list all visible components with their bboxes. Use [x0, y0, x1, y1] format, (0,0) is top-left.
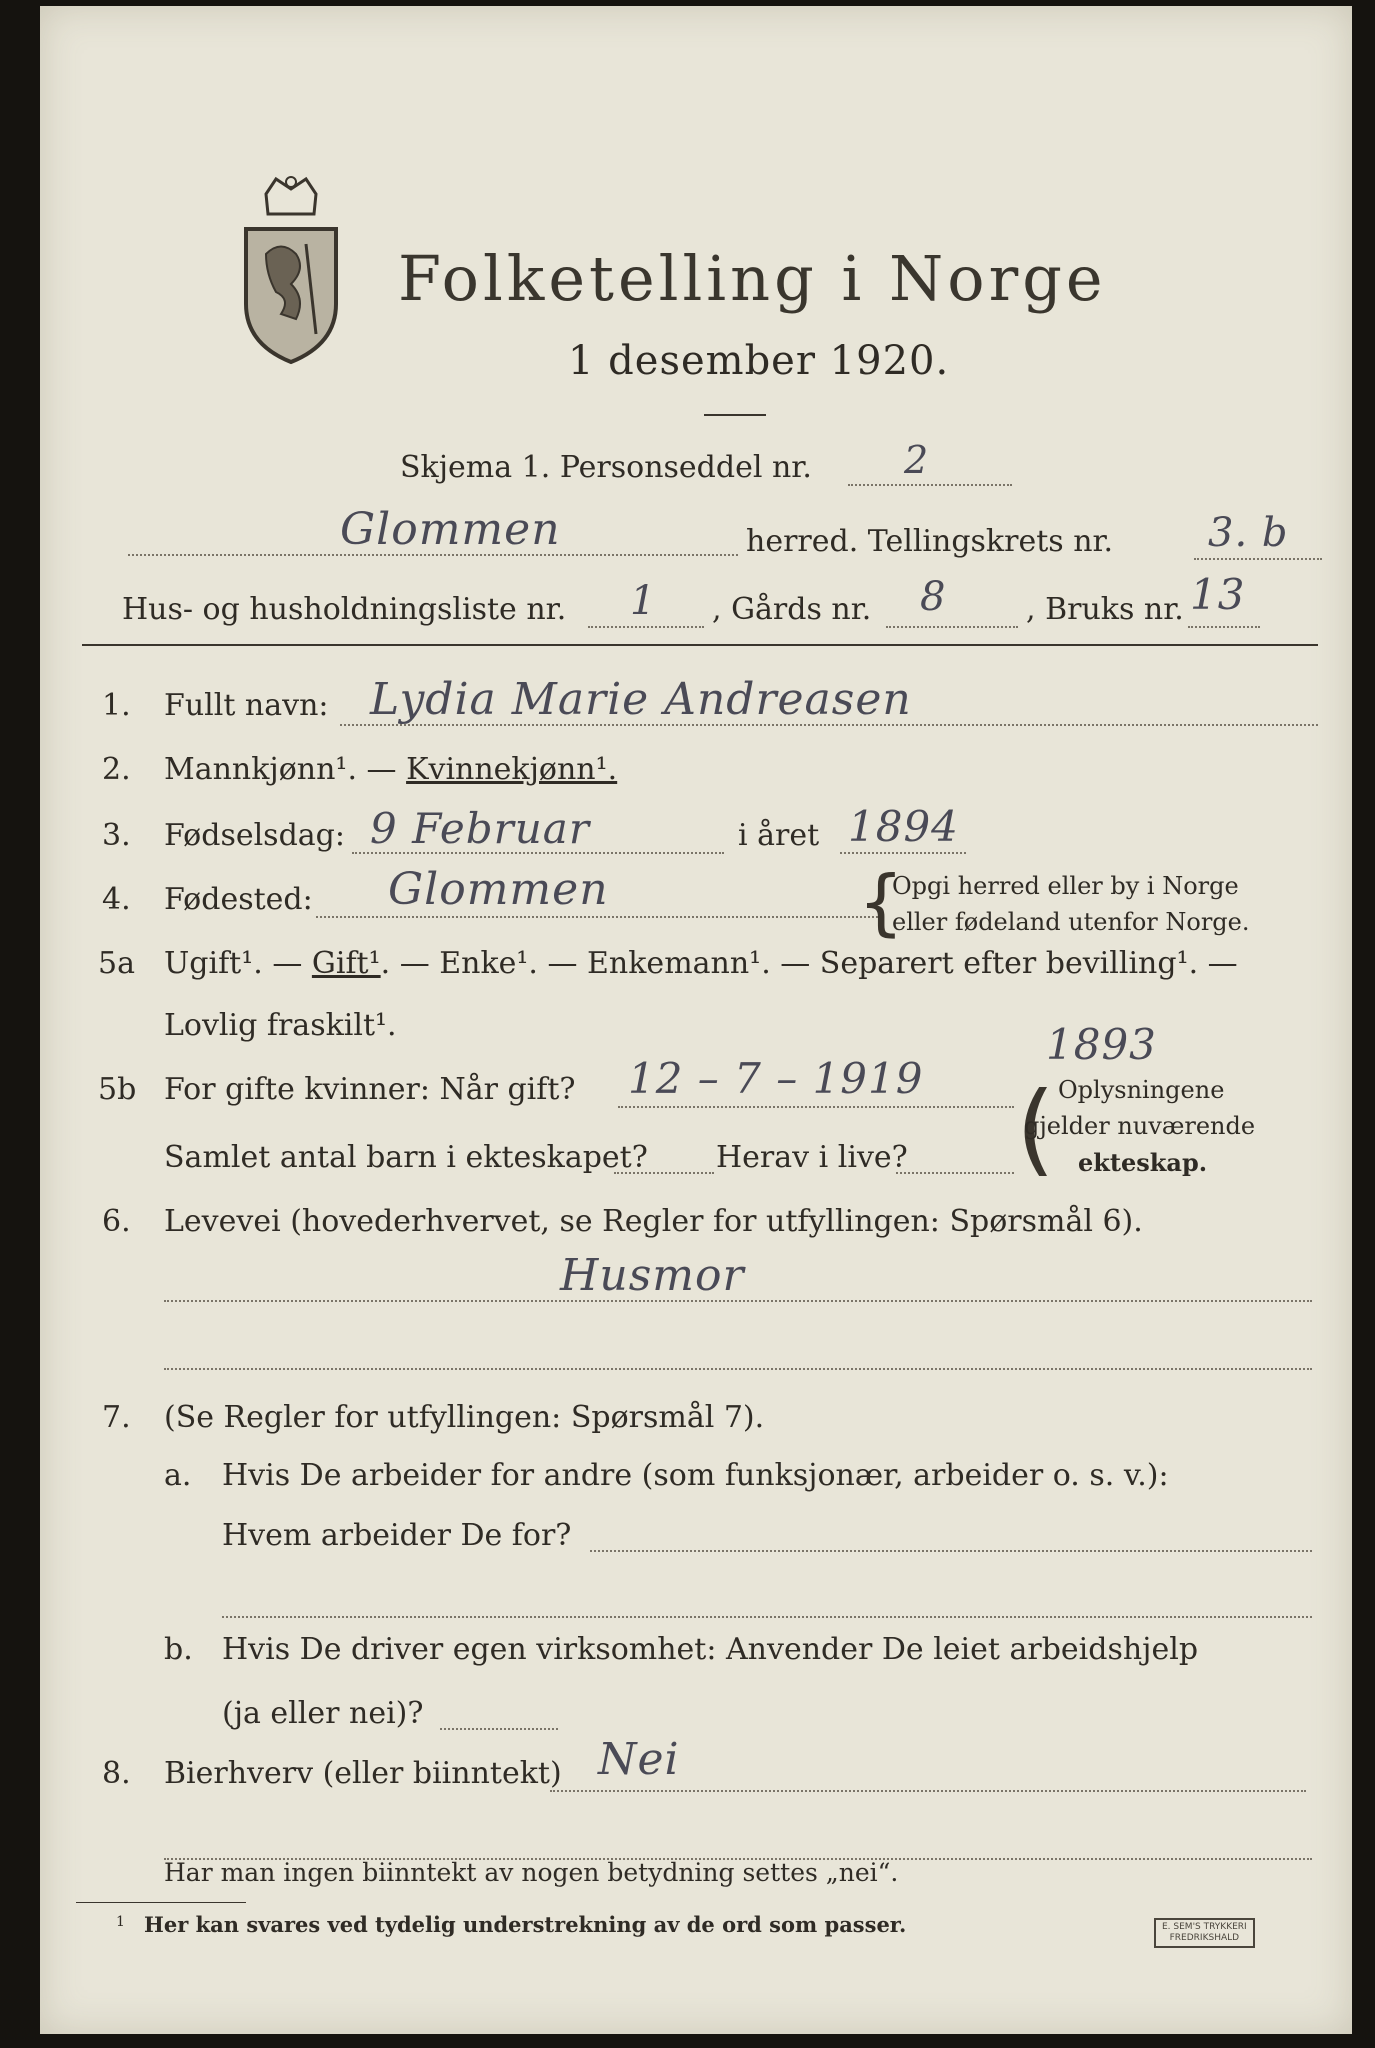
footnote-text: Her kan svares ved tydelig understrekning av de ord som passer.: [144, 1912, 907, 1937]
q7b-question: (ja eller nei)?: [222, 1696, 424, 1731]
tellingskrets-value: 3. b: [1208, 510, 1289, 556]
employer-field[interactable]: [590, 1550, 1312, 1552]
q4-number: 4.: [102, 882, 131, 917]
q5b-note-line2: gjelder nuværende: [1024, 1112, 1256, 1140]
birthday-value: 9 Februar: [370, 804, 590, 853]
gards-label: , Gårds nr.: [712, 592, 872, 627]
form-date: 1 desember 1920.: [568, 338, 950, 384]
q5b-label: For gifte kvinner: Når gift?: [164, 1072, 576, 1107]
footnote-marker: 1: [116, 1914, 125, 1930]
marriage-date-value: 12 – 7 – 1919: [628, 1054, 924, 1103]
nei-instruction: Har man ingen biinntekt av nogen betydning settes „nei“.: [164, 1858, 899, 1887]
hus-value: 1: [630, 578, 657, 624]
q2-number: 2.: [102, 752, 131, 787]
q1-label: Fullt navn:: [164, 688, 329, 723]
side-income-field[interactable]: [550, 1790, 1306, 1792]
q8-label: Bierhverv (eller biinntekt): [164, 1756, 562, 1791]
hired-help-field[interactable]: [440, 1728, 558, 1730]
hus-label: Hus- og husholdningsliste nr.: [122, 592, 567, 627]
title-divider: [704, 414, 766, 416]
birth-year-field[interactable]: [840, 852, 966, 854]
printer-stamp-line1: E. SEM'S TRYKKERI: [1162, 1922, 1247, 1932]
gift-option[interactable]: Gift¹: [311, 946, 381, 981]
alive-label: Herav i live?: [716, 1140, 908, 1175]
skjema-label: Skjema 1. Personseddel nr.: [400, 450, 812, 485]
marriage-date-field[interactable]: [618, 1106, 1014, 1108]
tellingskrets-field[interactable]: [1194, 558, 1322, 560]
marital-options: [164, 946, 1238, 981]
herred-value: Glommen: [340, 504, 561, 555]
bruks-field[interactable]: [1188, 626, 1260, 628]
q5b-note-line1: Oplysningene: [1058, 1076, 1225, 1104]
q4-note-line2: eller fødeland utenfor Norge.: [892, 908, 1250, 936]
children-field[interactable]: [614, 1172, 714, 1174]
year-label: i året: [738, 818, 820, 853]
side-income-value: Nei: [598, 1734, 680, 1785]
q7a-question: Hvem arbeider De for?: [222, 1518, 572, 1553]
other-marital-options[interactable]: . — Enke¹. — Enkemann¹. — Separert efter bevilling¹. —: [380, 946, 1238, 981]
personseddel-value: 2: [904, 438, 930, 482]
occupation-field-2[interactable]: [164, 1368, 1312, 1370]
printer-stamp-line2: FREDRIKSHALD: [1169, 1933, 1240, 1943]
q4-label: Fødested:: [164, 882, 313, 917]
q3-label: Fødselsdag:: [164, 818, 345, 853]
q7-label: (Se Regler for utfyllingen: Spørsmål 7).: [164, 1400, 765, 1435]
mannkjonn-option[interactable]: Mannkjønn¹. —: [164, 752, 407, 787]
q3-number: 3.: [102, 818, 131, 853]
bruks-value: 13: [1190, 570, 1246, 619]
footnote-divider: [76, 1902, 246, 1903]
q8-number: 8.: [102, 1756, 131, 1791]
q6-label: Levevei (hovederhvervet, se Regler for utfyllingen: Spørsmål 6).: [164, 1204, 1143, 1239]
census-form-page: [40, 6, 1352, 2034]
q5a-number: 5a: [98, 946, 135, 981]
occupation-value: Husmor: [560, 1250, 745, 1301]
kvinnekjonn-option[interactable]: Kvinnekjønn¹.: [406, 752, 618, 787]
q6-number: 6.: [102, 1204, 131, 1239]
q5b-brace: (: [1016, 1070, 1056, 1187]
form-title: Folketelling i Norge: [398, 242, 1107, 315]
gards-value: 8: [920, 574, 947, 620]
children-label: Samlet antal barn i ekteskapet?: [164, 1140, 648, 1175]
herred-label: herred. Tellingskrets nr.: [746, 524, 1114, 559]
birthplace-value: Glommen: [388, 864, 609, 915]
q7-number: 7.: [102, 1400, 131, 1435]
q7b-letter: b.: [164, 1632, 193, 1667]
alive-field[interactable]: [896, 1172, 1014, 1174]
q7b-text: Hvis De driver egen virksomhet: Anvender De leiet arbeidshjelp: [222, 1632, 1199, 1667]
hus-field[interactable]: [588, 626, 704, 628]
bruks-label: , Bruks nr.: [1026, 592, 1184, 627]
gards-field[interactable]: [886, 626, 1018, 628]
q5b-note-line3: ekteskap.: [1078, 1148, 1208, 1177]
gender-options: [164, 752, 617, 787]
birthplace-field[interactable]: [316, 916, 882, 918]
fraskilt-option[interactable]: Lovlig fraskilt¹.: [164, 1008, 397, 1043]
personseddel-field[interactable]: [848, 484, 1012, 486]
q4-note-line1: Opgi herred eller by i Norge: [892, 872, 1239, 900]
q7a-text: Hvis De arbeider for andre (som funksjonær, arbeider o. s. v.):: [222, 1458, 1169, 1493]
ugift-option[interactable]: Ugift¹. —: [164, 946, 312, 981]
q7a-letter: a.: [164, 1458, 192, 1493]
printer-stamp: [1154, 1918, 1255, 1948]
header-divider: [82, 644, 1318, 646]
norwegian-coat-of-arms-icon: [236, 174, 346, 369]
birth-year-value: 1894: [848, 802, 959, 851]
q1-number: 1.: [102, 688, 131, 723]
q5b-number: 5b: [98, 1072, 137, 1107]
full-name-value: Lydia Marie Andreasen: [370, 674, 912, 725]
employer-field-2[interactable]: [222, 1616, 1312, 1618]
extra-year-note: 1893: [1046, 1020, 1157, 1069]
q4-brace: {: [858, 860, 904, 944]
